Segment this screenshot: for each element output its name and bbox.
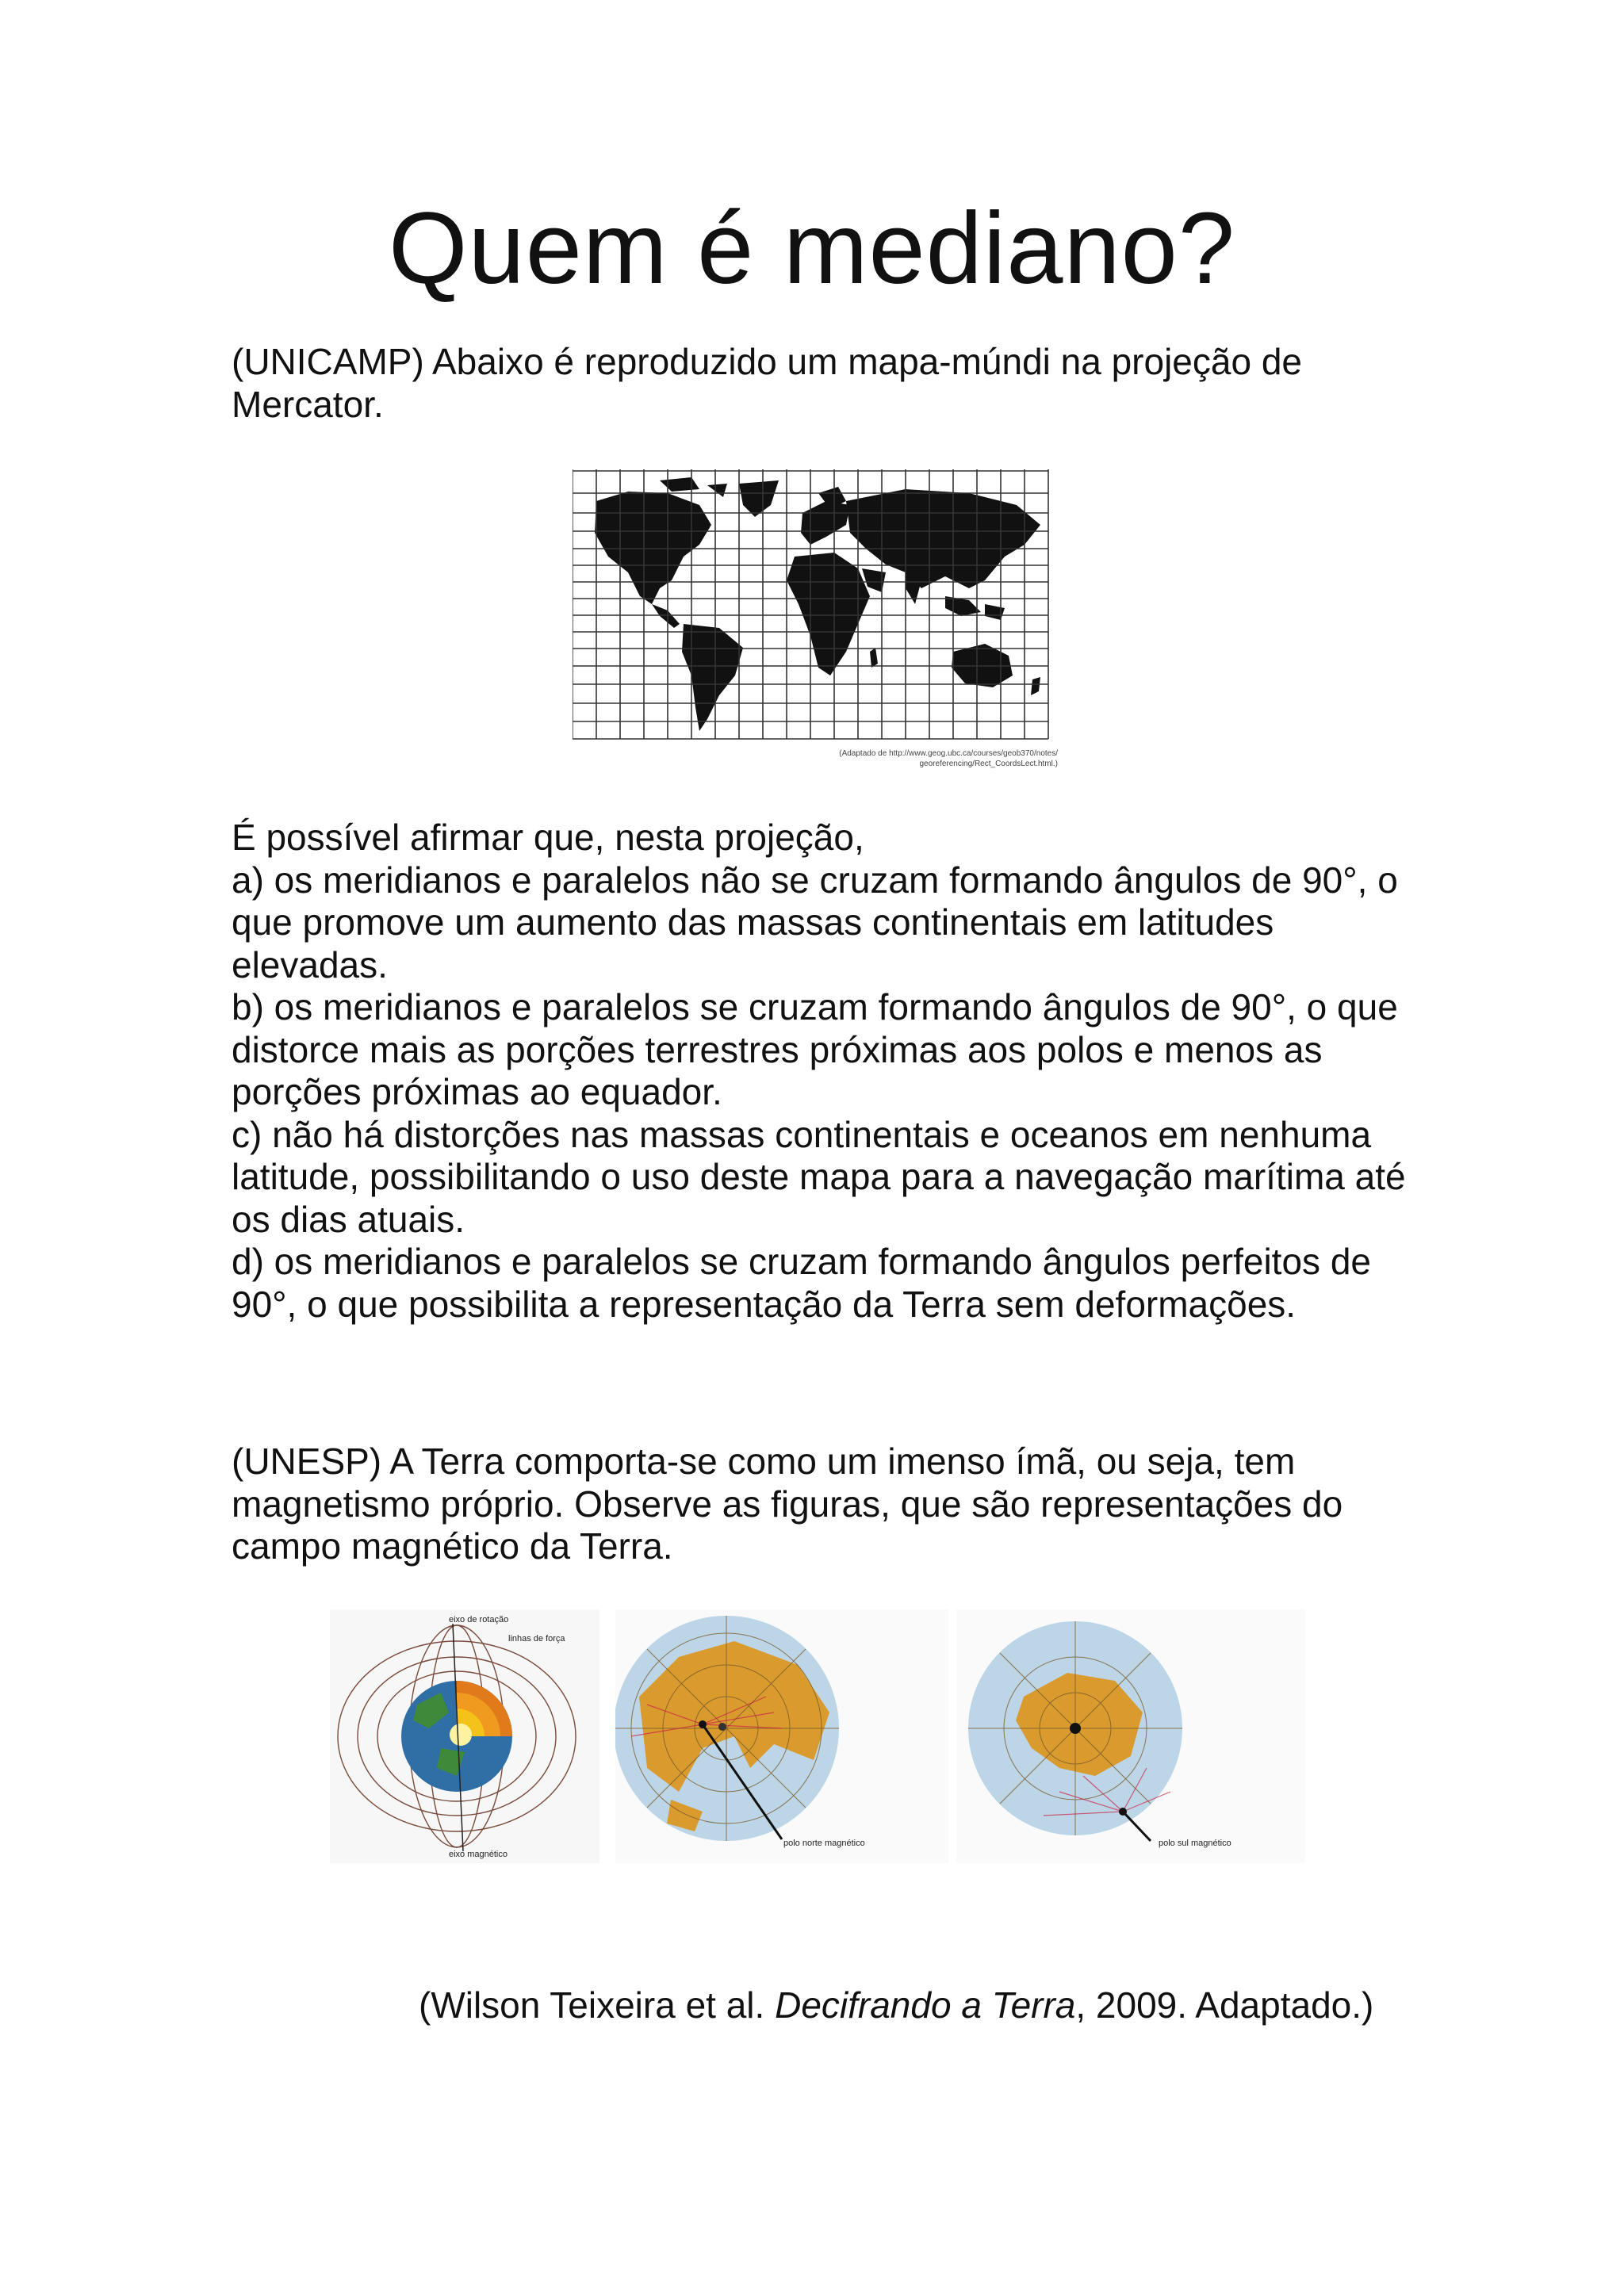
map-source-credit: [839, 748, 1058, 769]
map-graphic: [573, 469, 1058, 747]
map-source-line-1: (Adaptado de http://www.geog.ubc.ca/courses/geob370/notes/: [839, 749, 1058, 758]
option-a: a) os meridianos e paralelos não se cruzam formando ângulos de 90°, o que promove um aumento das massas continentais em latitudes elevadas.: [232, 859, 1398, 985]
question-1-intro: (UNICAMP) Abaixo é reproduzido um mapa-múndi na projeção de Mercator.: [232, 341, 1302, 425]
rotation-axis-label: eixo de rotação: [449, 1615, 509, 1624]
question-1-stem: É possível afirmar que, nesta projeção,: [232, 817, 864, 858]
field-lines-label: linhas de força: [508, 1634, 565, 1644]
earth-core: [450, 1724, 472, 1746]
option-b: b) os meridianos e paralelos se cruzam formando ângulos de 90°, o que distorce mais as porções terrestres próximas aos polos e menos as porções próximas ao equador.: [232, 986, 1398, 1112]
question-2-intro: (UNESP) A Terra comporta-se como um imenso ímã, ou seja, tem magnetismo próprio. Observe as figuras, que são representações do campo magnético da Terra.: [232, 1441, 1343, 1567]
page-title: Quem é mediano?: [388, 192, 1236, 305]
graticule: [573, 469, 1048, 739]
earth-field-lines-figure: [330, 1609, 599, 1863]
magnetic-field-figures: [330, 1609, 1305, 1863]
option-c: c) não há distorções nas massas continentais e oceanos em nenhuma latitude, possibilitando o uso deste mapa para a navegação marítima até os dias atuais.: [232, 1113, 1406, 1240]
citation-suffix: , 2009. Adaptado.): [1075, 1984, 1374, 2026]
north-magnetic-pole-label: polo norte magnético: [783, 1839, 865, 1848]
map-source-line-2: georeferencing/Rect_CoordsLect.html.): [919, 760, 1058, 768]
south-magnetic-pole-label: polo sul magnético: [1159, 1839, 1231, 1848]
north-magnetic-pole-figure: [615, 1609, 948, 1863]
magnetic-axis-label: eixo magnético: [449, 1850, 508, 1859]
citation-book-title: Decifrando a Terra: [775, 1984, 1076, 2026]
source-citation: [419, 1984, 1373, 2026]
mercator-world-map: [573, 469, 1058, 777]
option-d: d) os meridianos e paralelos se cruzam formando ângulos perfeitos de 90°, o que possibilita a representação da Terra sem deformações.: [232, 1241, 1371, 1325]
question-1-body: [232, 817, 1421, 1326]
south-magnetic-pole-figure: [956, 1609, 1305, 1863]
geographic-south-pole-dot: [1070, 1723, 1081, 1734]
citation-prefix: (Wilson Teixeira et al.: [419, 1984, 776, 2026]
